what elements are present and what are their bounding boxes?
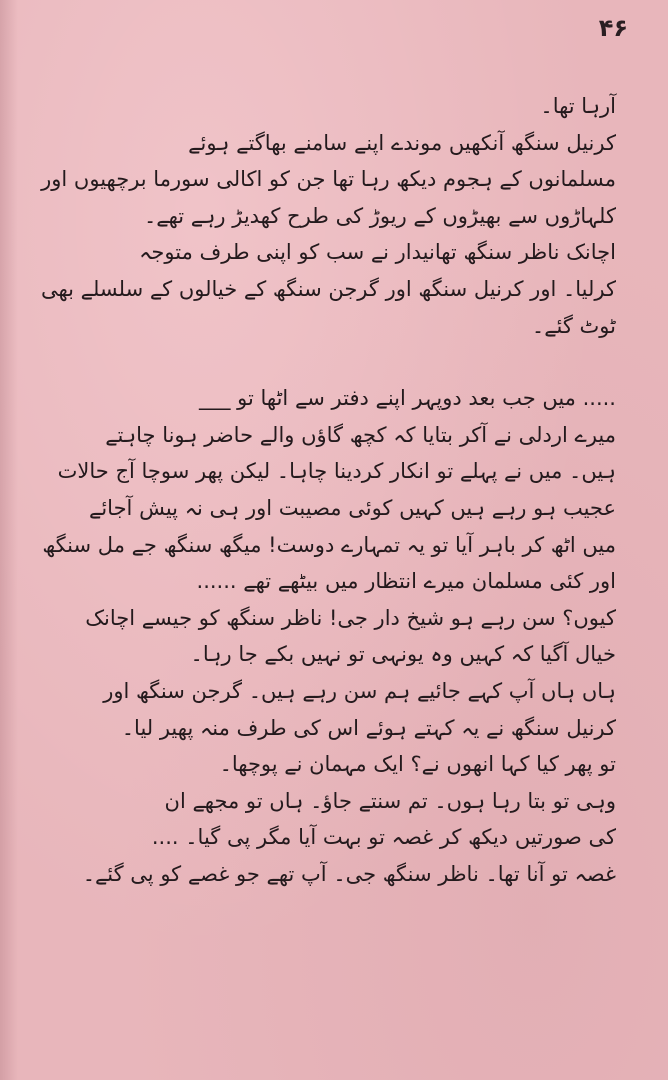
text-line: کی صورتیں دیکھ کر غصہ تو بہت آیا مگر پی گیا۔ ....: [151, 825, 616, 850]
text-line: غصہ تو آنا تھا۔ ناظر سنگھ جی۔ آپ تھے جو غصے کو پی گئے۔: [82, 861, 616, 886]
paragraph-4: [42, 380, 616, 600]
paragraph-3: [40, 234, 616, 344]
text-line: اور کئی مسلمان میرے انتظار میں بیٹھے تھے ......: [196, 569, 616, 594]
paragraph-8: [56, 783, 616, 893]
text-line: کرلیا۔ اور کرنیل سنگھ اور گرجن سنگھ کے خیالوں کے سلسلے بھی: [40, 276, 616, 301]
text-line: تو پھر کیا کہا انھوں نے؟ ایک مہمان نے پوچھا۔: [219, 752, 616, 777]
text-line: میرے اردلی نے آکر بتایا کہ کچھ گاؤں والے حاضر ہونا چاہتے: [105, 422, 616, 447]
text-line: خیال آگیا کہ کہیں وہ یونہی تو نہیں بکے جا رہا۔: [190, 642, 616, 667]
text-line: ہیں۔ میں نے پہلے تو انکار کردینا چاہا۔ لیکن پھر سوچا آج حالات: [57, 459, 616, 484]
text-line: اچانک ناظر سنگھ تھانیدار نے سب کو اپنی طرف متوجہ: [139, 240, 616, 265]
text-line: کرنیل سنگھ آنکھیں موندے اپنے سامنے بھاگتے ہوئے: [188, 130, 616, 155]
paragraph-7: [56, 746, 616, 783]
text-line: کیوں؟ سن رہے ہو شیخ دار جی! ناظر سنگھ کو جیسے اچانک: [85, 605, 616, 630]
text-line: آرہا تھا۔: [540, 94, 616, 118]
page-number: ۴۶: [598, 14, 628, 42]
text-line: ٹوٹ گئے۔: [531, 313, 616, 338]
text-line: کرنیل سنگھ نے یہ کہتے ہوئے اس کی طرف منہ پھیر لیا۔: [121, 715, 616, 740]
text-line: میں اٹھ کر باہر آیا تو یہ تمہارے دوست! میگھ سنگھ جے مل سنگھ: [42, 532, 616, 557]
paragraph-2: [41, 125, 616, 235]
paragraph-1: [56, 88, 616, 125]
page-edge-shadow: [0, 0, 18, 1080]
text-line: ..... میں جب بعد دوپہر اپنے دفتر سے اٹھا تو ___: [198, 386, 616, 411]
text-line: ہاں ہاں آپ کہے جائیے ہم سن رہے ہیں۔ گرجن سنگھ اور: [103, 678, 616, 703]
paragraph-5: [56, 600, 616, 673]
text-line: عجیب ہو رہے ہیں کہیں کوئی مصیبت اور ہی نہ پیش آجائے: [89, 495, 616, 520]
text-line: وہی تو بتا رہا ہوں۔ تم سنتے جاؤ۔ ہاں تو مجھے ان: [164, 788, 616, 813]
body-text: [40, 88, 616, 892]
paragraph-6: [56, 673, 616, 746]
text-line: کلہاڑوں سے بھیڑوں کے ریوڑ کی طرح کھدیڑ رہے تھے۔: [144, 203, 616, 228]
text-line: مسلمانوں کے ہجوم دیکھ رہا تھا جن کو اکالی سورما برچھیوں اور: [41, 167, 616, 192]
